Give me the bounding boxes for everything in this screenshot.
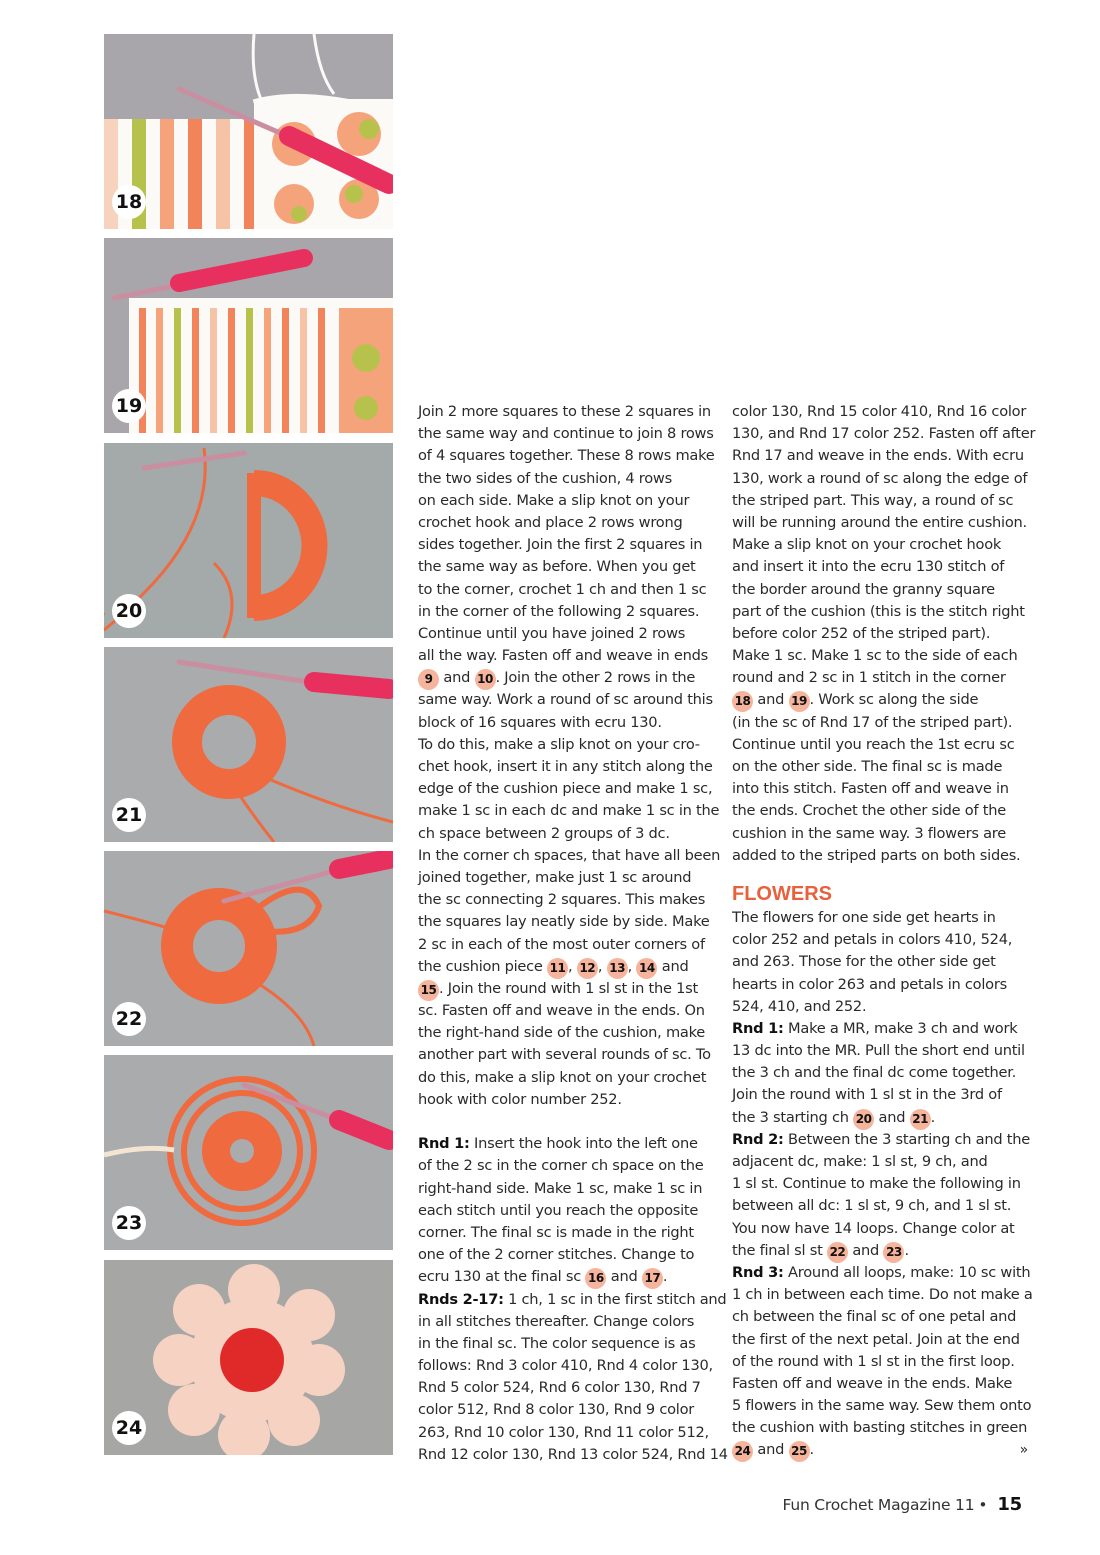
text-line: each stitch until you reach the opposite	[418, 1201, 699, 1219]
text-fragment: ,	[568, 957, 573, 975]
photo-21	[104, 647, 393, 842]
text-fragment: Make a MR, make 3 ch and work	[788, 1019, 1018, 1037]
text-line: do this, make a slip knot on your crochet	[418, 1068, 707, 1086]
text-line: on the other side. The final sc is made	[732, 758, 1003, 775]
text-fragment: and	[610, 1268, 638, 1286]
text-line: Rnd 5 color 524, Rnd 6 color 130, Rnd 7	[418, 1379, 701, 1397]
text-line: 1 sl st. Continue to make the following in	[732, 1175, 1021, 1193]
text-line	[732, 1240, 1028, 1262]
text-line: before color 252 of the striped part).	[732, 624, 991, 642]
text-line: sc. Fasten off and weave in the ends. On	[418, 1002, 705, 1020]
text-line: the squares lay neatly side by side. Make	[418, 913, 710, 931]
text-fragment: ecru 130 at the final sc	[418, 1268, 581, 1286]
text-fragment: and	[852, 1241, 880, 1259]
photo-ref-25: 25	[789, 1441, 810, 1462]
text-line: To do this, make a slip knot on your cro-	[418, 735, 700, 753]
text-fragment: Around all loops, make: 10 sc with	[788, 1263, 1031, 1281]
text-line: 130, and Rnd 17 color 252. Fasten off after	[732, 425, 1036, 443]
text-line: color 252 and petals in colors 410, 524,	[732, 931, 1013, 949]
text-line: sides together. Join the first 2 squares in	[418, 536, 703, 554]
text-fragment: the cushion piece	[418, 957, 543, 975]
text-fragment: . Join the round with 1 sl st in the 1st	[439, 979, 698, 997]
text-line: You now have 14 loops. Change color at	[732, 1219, 1015, 1237]
text-fragment: . Join the other 2 rows in the	[495, 669, 696, 687]
text-line: of 4 squares together. These 8 rows make	[418, 447, 715, 465]
text-line: the border around the granny square	[732, 580, 995, 598]
text-line: and 263. Those for the other side get	[732, 953, 996, 971]
photo-ref-21: 21	[910, 1109, 931, 1130]
text-fragment: the final sl st	[732, 1241, 823, 1259]
text-line	[732, 689, 1028, 711]
photo-number-badge: 23	[112, 1206, 146, 1240]
photo-ref-17: 17	[642, 1268, 663, 1289]
text-fragment: and	[661, 957, 689, 975]
text-line	[418, 1266, 714, 1288]
photo-number-badge: 24	[112, 1411, 146, 1445]
text-line: part of the cushion (this is the stitch right	[732, 602, 1025, 620]
photo-ref-15: 15	[418, 980, 439, 1001]
text-line: Rnd 17 and weave in the ends. With ecru	[732, 447, 1024, 465]
text-line: corner. The final sc is made in the right	[418, 1223, 694, 1241]
text-line: the ends. Crochet the other side of the	[732, 802, 1006, 820]
text-line	[418, 978, 714, 1000]
round-label: Rnd 1:	[418, 1135, 470, 1153]
text-line	[732, 1107, 1028, 1129]
photo-number-badge: 19	[112, 389, 146, 423]
text-line: block of 16 squares with ecru 130.	[418, 713, 662, 731]
magic-ring-dc-image	[104, 443, 393, 638]
page-number: 15	[997, 1494, 1022, 1515]
round-label: Rnd 2:	[732, 1130, 784, 1148]
photo-ref-11: 11	[547, 958, 568, 979]
petal-loops-start-image	[104, 851, 393, 1046]
text-line: make 1 sc in each dc and make 1 sc in the	[418, 802, 720, 820]
text-line: on each side. Make a slip knot on your	[418, 491, 690, 509]
text-fragment: . Work sc along the side	[809, 691, 979, 709]
text-fragment: ,	[597, 957, 603, 975]
text-line: ch space between 2 groups of 3 dc.	[418, 824, 670, 842]
text-column-left	[418, 401, 728, 1466]
photo-ref-20: 20	[853, 1109, 874, 1130]
text-line: will be running around the entire cushion.	[732, 513, 1027, 531]
flowers-heading: FLOWERS	[732, 882, 832, 905]
text-line: right-hand side. Make 1 sc, make 1 sc in	[418, 1179, 703, 1197]
text-line: the right-hand side of the cushion, make	[418, 1024, 706, 1042]
text-line: hook with color number 252.	[418, 1090, 622, 1108]
text-line	[732, 1262, 1031, 1284]
photo-ref-16: 16	[585, 1268, 606, 1289]
striped-cushion-join-image	[104, 34, 393, 229]
photo-ref-22: 22	[827, 1242, 848, 1263]
photo-ref-10: 10	[475, 669, 496, 690]
photo-number-badge: 22	[112, 1002, 146, 1036]
text-line: the striped part. This way, a round of sc	[732, 491, 1014, 509]
photo-18	[104, 34, 393, 229]
photo-19	[104, 238, 393, 433]
text-line: 1 ch in between each time. Do not make a	[732, 1286, 1033, 1304]
text-line: chet hook, insert it in any stitch along the	[418, 758, 713, 775]
text-fragment: Between the 3 starting ch and the	[788, 1130, 1030, 1148]
text-line: 263, Rnd 10 color 130, Rnd 11 color 512,	[418, 1423, 709, 1441]
text-line: of the round with 1 sl st in the first loop.	[732, 1352, 1015, 1370]
text-line: The flowers for one side get hearts in	[732, 908, 996, 926]
striped-border-image	[104, 238, 393, 433]
text-line: Make a slip knot on your crochet hook	[732, 536, 1002, 554]
text-line: the first of the next petal. Join at the end	[732, 1330, 1020, 1348]
text-line: (in the sc of Rnd 17 of the striped part).	[732, 713, 1013, 731]
text-line: 13 dc into the MR. Pull the short end until	[732, 1042, 1025, 1060]
text-line: Continue until you reach the 1st ecru sc	[732, 735, 1015, 753]
text-line: in the corner of the following 2 squares.	[418, 602, 700, 620]
photo-ref-18: 18	[732, 691, 753, 712]
text-line: the sc connecting 2 squares. This makes	[418, 891, 706, 909]
text-line: hearts in color 263 and petals in colors	[732, 975, 1007, 993]
bullet-separator: •	[978, 1496, 988, 1514]
text-column-right	[732, 401, 1036, 1462]
text-line: in all stitches thereafter. Change colors	[418, 1312, 695, 1330]
text-line: 5 flowers in the same way. Sew them onto	[732, 1397, 1032, 1415]
text-line: all the way. Fasten off and weave in ends	[418, 647, 709, 665]
text-line: round and 2 sc in 1 stitch in the corner	[732, 669, 1006, 687]
text-fragment: 1 ch, 1 sc in the first stitch and	[508, 1290, 727, 1308]
paragraph-gap	[418, 1111, 714, 1133]
text-line: Fasten off and weave in the ends. Make	[732, 1374, 1013, 1392]
text-line: between all dc: 1 sl st, 9 ch, and 1 sl st.	[732, 1197, 1012, 1215]
text-line: added to the striped parts on both sides.	[732, 846, 1021, 864]
photo-23	[104, 1055, 393, 1250]
text-line	[732, 1129, 1028, 1151]
continued-arrow-icon: »	[1019, 1442, 1028, 1459]
text-line: Rnd 12 color 130, Rnd 13 color 524, Rnd 14	[418, 1445, 728, 1463]
text-line: into this stitch. Fasten off and weave in	[732, 780, 1009, 798]
text-line: and insert it into the ecru 130 stitch of	[732, 558, 1005, 576]
text-line: Make 1 sc. Make 1 sc to the side of each	[732, 647, 1018, 665]
photo-20	[104, 443, 393, 638]
text-line: another part with several rounds of sc. To	[418, 1046, 711, 1064]
photo-ref-23: 23	[883, 1242, 904, 1263]
text-line: same way. Work a round of sc around this	[418, 691, 713, 709]
finished-flower-image	[104, 1260, 393, 1455]
text-line: the cushion with basting stitches in green	[732, 1419, 1028, 1437]
photo-ref-14: 14	[636, 958, 657, 979]
text-line: In the corner ch spaces, that have all been	[418, 846, 721, 864]
text-line: 2 sc in each of the most outer corners of	[418, 935, 705, 953]
text-line	[418, 667, 714, 689]
text-line: color 512, Rnd 8 color 130, Rnd 9 color	[418, 1401, 695, 1419]
text-line: ch between the final sc of one petal and	[732, 1308, 1017, 1326]
text-fragment: .	[662, 1268, 668, 1286]
round-label: Rnd 1:	[732, 1019, 784, 1037]
round-label: Rnds 2-17:	[418, 1290, 504, 1308]
text-fragment: .	[904, 1241, 909, 1259]
flower-heart-round-image	[104, 647, 393, 842]
photo-ref-19: 19	[789, 691, 810, 712]
text-fragment: ,	[627, 957, 632, 975]
text-line: adjacent dc, make: 1 sl st, 9 ch, and	[732, 1153, 988, 1170]
text-line: cushion in the same way. 3 flowers are	[732, 824, 1006, 842]
text-line	[418, 956, 714, 978]
text-fragment: .	[930, 1108, 936, 1126]
text-line: crochet hook and place 2 rows wrong	[418, 513, 683, 531]
page-footer	[782, 1494, 1022, 1515]
magazine-name: Fun Crochet Magazine 11	[782, 1496, 975, 1514]
photo-ref-13: 13	[607, 958, 628, 979]
text-fragment: .	[809, 1441, 814, 1459]
text-line: of the 2 sc in the corner ch space on the	[418, 1157, 704, 1175]
photo-ref-24: 24	[732, 1441, 753, 1462]
text-line	[732, 1018, 1028, 1040]
photo-number-badge: 21	[112, 798, 146, 832]
photo-ref-9: 9	[418, 669, 439, 690]
text-line: in the final sc. The color sequence is as	[418, 1334, 696, 1352]
text-line: the same way as before. When you get	[418, 558, 696, 576]
text-line: the 3 ch and the final dc come together.	[732, 1064, 1017, 1082]
text-line: one of the 2 corner stitches. Change to	[418, 1246, 695, 1264]
photo-number-badge: 20	[112, 594, 146, 628]
text-line: the two sides of the cushion, 4 rows	[418, 469, 672, 487]
text-line: to the corner, crochet 1 ch and then 1 sc	[418, 580, 707, 598]
text-line: the same way and continue to join 8 rows	[418, 425, 714, 443]
text-fragment: and	[878, 1108, 906, 1126]
photo-ref-12: 12	[577, 958, 598, 979]
text-line: Join the round with 1 sl st in the 3rd of	[732, 1086, 1002, 1104]
text-line: follows: Rnd 3 color 410, Rnd 4 color 130,	[418, 1357, 713, 1375]
text-line: 524, 410, and 252.	[732, 997, 867, 1015]
text-fragment: the 3 starting ch	[732, 1108, 849, 1126]
text-line: Continue until you have joined 2 rows	[418, 624, 686, 642]
text-fragment: and	[757, 691, 785, 709]
photo-22	[104, 851, 393, 1046]
petal-loops-complete-image	[104, 1055, 393, 1250]
text-line: edge of the cushion piece and make 1 sc,	[418, 780, 713, 798]
text-line: 130, work a round of sc along the edge of	[732, 469, 1028, 487]
text-line: color 130, Rnd 15 color 410, Rnd 16 color	[732, 403, 1027, 420]
text-line	[732, 1439, 1028, 1461]
text-line: joined together, make just 1 sc around	[418, 868, 692, 886]
text-line	[418, 1289, 727, 1311]
photo-number-badge: 18	[112, 185, 146, 219]
text-fragment: and	[757, 1441, 785, 1459]
text-line: Join 2 more squares to these 2 squares in	[418, 403, 711, 420]
text-fragment: and	[443, 669, 471, 687]
text-line	[418, 1133, 714, 1155]
text-fragment: Insert the hook into the left one	[474, 1135, 698, 1153]
paragraph-gap	[732, 867, 1028, 881]
photo-24	[104, 1260, 393, 1455]
round-label: Rnd 3:	[732, 1263, 784, 1281]
